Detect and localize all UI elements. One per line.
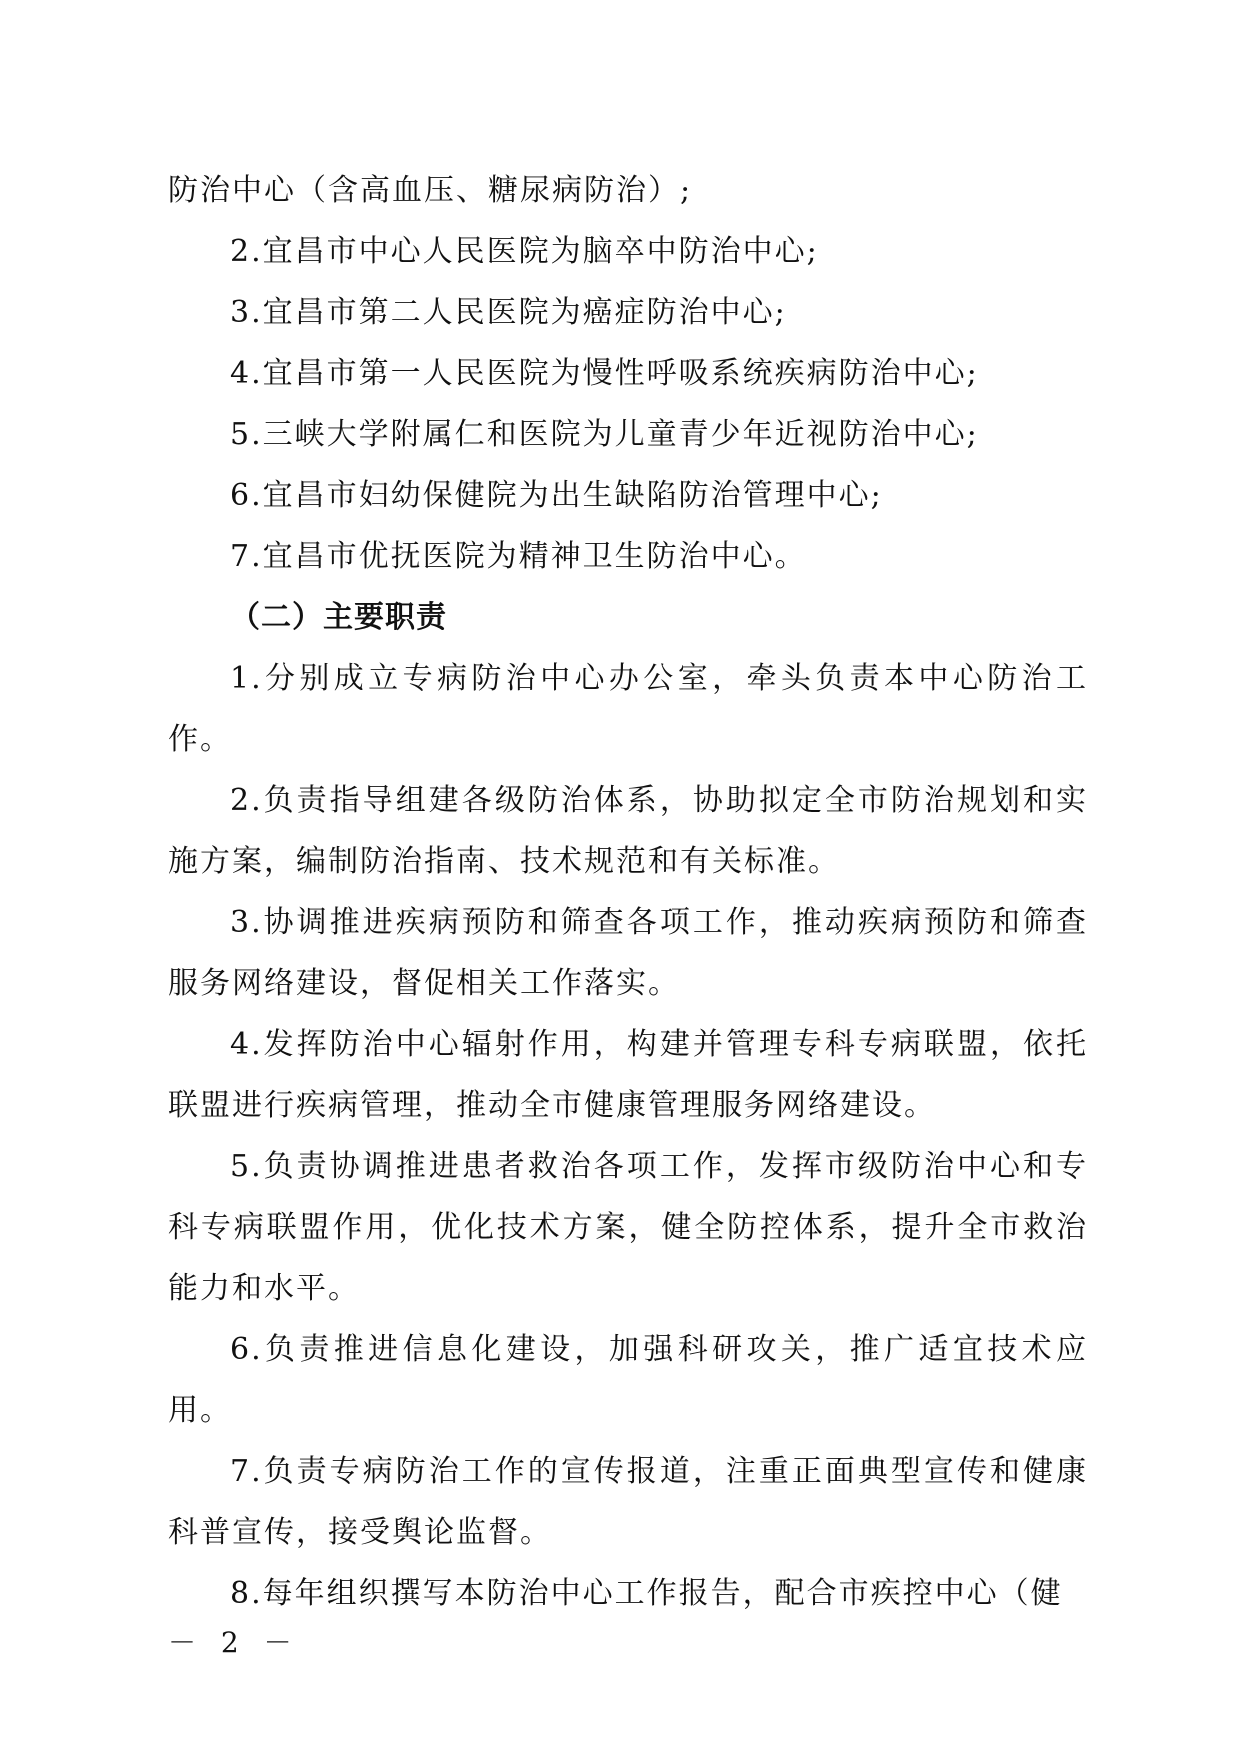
paragraph: 防治中心（含高血压、糖尿病防治）; bbox=[168, 173, 693, 208]
page-number: － 2 － bbox=[168, 1626, 300, 1659]
section-heading: （二）主要职责 bbox=[230, 600, 447, 635]
paragraph: 3.宜昌市第二人民医院为癌症防治中心; bbox=[230, 295, 787, 330]
paragraph: 5.三峡大学附属仁和医院为儿童青少年近视防治中心; bbox=[230, 417, 979, 452]
paragraph: 5.负责协调推进患者救治各项工作，发挥市级防治中心和专科专病联盟作用，优化技术方案，健全防控体系，提升全市救治能力和水平。 bbox=[168, 1149, 1088, 1306]
paragraph: 7.宜昌市优抚医院为精神卫生防治中心。 bbox=[230, 539, 807, 574]
paragraph: 1.分别成立专病防治中心办公室，牵头负责本中心防治工作。 bbox=[168, 661, 1088, 757]
paragraph: 3.协调推进疾病预防和筛查各项工作，推动疾病预防和筛查服务网络建设，督促相关工作落实。 bbox=[168, 905, 1088, 1001]
paragraph: 6.负责推进信息化建设，加强科研攻关，推广适宜技术应用。 bbox=[168, 1332, 1088, 1428]
paragraph: 7.负责专病防治工作的宣传报道，注重正面典型宣传和健康科普宣传，接受舆论监督。 bbox=[168, 1454, 1088, 1550]
paragraph: 6.宜昌市妇幼保健院为出生缺陷防治管理中心; bbox=[230, 478, 883, 513]
document-body bbox=[168, 160, 1088, 1624]
paragraph: 2.负责指导组建各级防治体系，协助拟定全市防治规划和实施方案，编制防治指南、技术规范和有关标准。 bbox=[168, 783, 1088, 879]
paragraph: 2.宜昌市中心人民医院为脑卒中防治中心; bbox=[230, 234, 819, 269]
paragraph: 8.每年组织撰写本防治中心工作报告，配合市疾控中心（健 bbox=[230, 1576, 1063, 1611]
paragraph: 4.发挥防治中心辐射作用，构建并管理专科专病联盟，依托联盟进行疾病管理，推动全市健康管理服务网络建设。 bbox=[168, 1027, 1088, 1123]
paragraph: 4.宜昌市第一人民医院为慢性呼吸系统疾病防治中心; bbox=[230, 356, 979, 391]
